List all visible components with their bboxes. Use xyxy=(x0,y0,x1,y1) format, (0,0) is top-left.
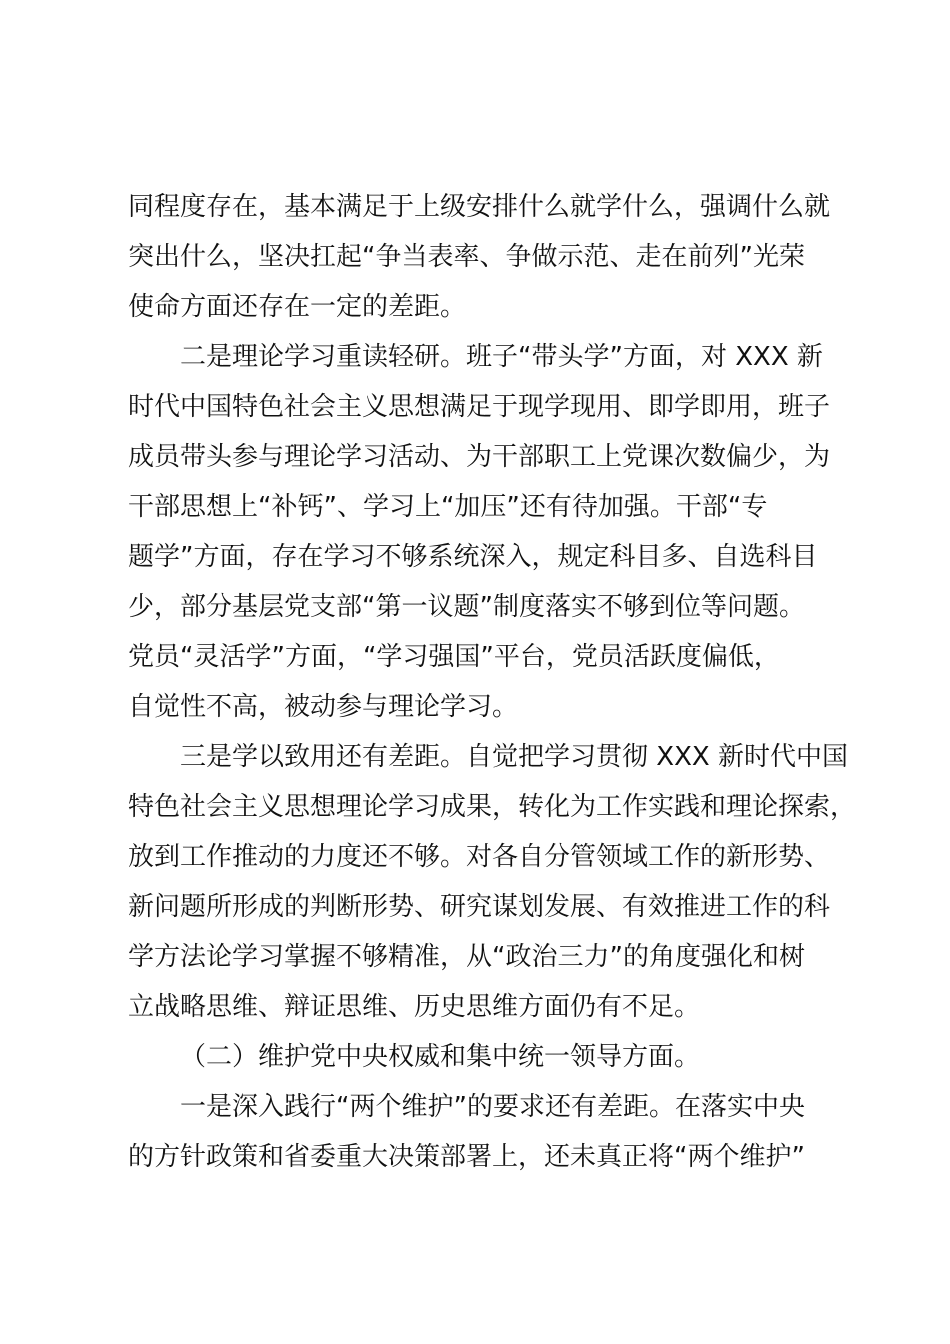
text-line: 党员“灵活学”方面，“学习强国”平台，党员活跃度偏低， xyxy=(128,642,780,672)
text-line: 干部思想上“补钙”、学习上“加压”还有待加强。干部“专 xyxy=(128,492,768,522)
text-line: 二是理论学习重读轻研。班子“带头学”方面，对 XXX 新 xyxy=(180,342,823,372)
text-line: （二）维护党中央权威和集中统一领导方面。 xyxy=(180,1042,701,1072)
paragraph-continued xyxy=(128,182,833,332)
text-line: 的方针政策和省委重大决策部署上，还未真正将“两个维护” xyxy=(128,1142,805,1172)
text-line: 成员带头参与理论学习活动、为干部职工上党课次数偏少，为 xyxy=(128,442,831,472)
text-line: 新问题所形成的判断形势、研究谋划发展、有效推进工作的科 xyxy=(128,892,831,922)
text-line: 放到工作推动的力度还不够。对各自分管领域工作的新形势、 xyxy=(128,842,831,872)
text-line: 时代中国特色社会主义思想满足于现学现用、即学即用，班子 xyxy=(128,392,831,422)
text-line: 自觉性不高，被动参与理论学习。 xyxy=(128,692,519,722)
text-line: 特色社会主义思想理论学习成果，转化为工作实践和理论探索， xyxy=(128,792,857,822)
text-line: 一是深入践行“两个维护”的要求还有差距。在落实中央 xyxy=(180,1092,805,1122)
text-line: 同程度存在，基本满足于上级安排什么就学什么，强调什么就 xyxy=(128,192,831,222)
document-body xyxy=(128,182,857,1182)
paragraph-theory-study xyxy=(128,332,833,732)
text-line: 立战略思维、辩证思维、历史思维方面仍有不足。 xyxy=(128,992,701,1022)
text-line: 学方法论学习掌握不够精准，从“政治三力”的角度强化和树 xyxy=(128,942,805,972)
paragraph-two-safeguards xyxy=(128,1082,833,1182)
text-line: 突出什么，坚决扛起“争当表率、争做示范、走在前列”光荣 xyxy=(128,242,805,272)
text-line: 题学”方面，存在学习不够系统深入，规定科目多、自选科目 xyxy=(128,542,818,572)
text-line: 使命方面还存在一定的差距。 xyxy=(128,292,467,322)
text-line: 三是学以致用还有差距。自觉把学习贯彻 XXX 新时代中国 xyxy=(180,742,848,772)
section-heading xyxy=(128,1032,833,1082)
paragraph-apply-learning xyxy=(128,732,857,1032)
text-line: 少，部分基层党支部“第一议题”制度落实不够到位等问题。 xyxy=(128,592,805,622)
